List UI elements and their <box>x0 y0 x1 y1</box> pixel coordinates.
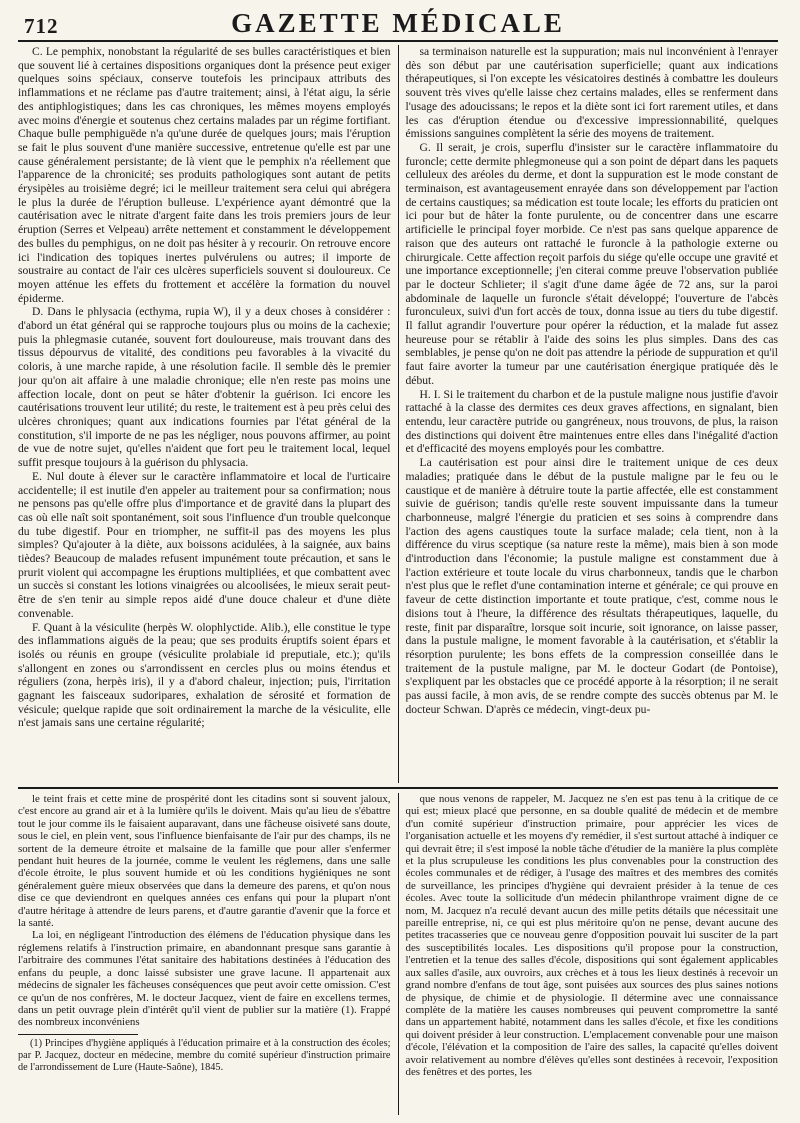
lower-left-column <box>18 793 398 1115</box>
paragraph: F. Quant à la vésiculite (herpès W. olophlyctide. Alib.), elle constitue le type des inflammations aiguës de la peau; que ses produits éruptifs soient épars et isolés ou réunis en groupe (vésiculite prolabiale id preputiale, etc.); qu'ils s'allongent en zones ou s'arrondissent en cercles plus ou moins étendus et réguliers (zona, herpès iris), il y a d'abord chaleur, injection; puis, l'irritation gagnant les faisceaux sudoripares, exhalation de sérosité et formation de vésicule; quelque rapide que soit ordinairement la marche de la vésiculite, elle n'est jamais sans une certaine régularité; <box>18 620 391 730</box>
page-header <box>18 0 778 40</box>
journal-title: GAZETTE MÉDICALE <box>231 8 565 38</box>
paragraph: La loi, en négligeant l'introduction des élémens de l'éducation physique dans les réglemens relatifs à l'instruction primaire, en abandonnant presque sans garantie à l'arbitraire des communes l'état sanitaire des habitations destinées à l'éducation des enfans du peuple, a donc laissé subsister une grave lacune. Il appartenait aux médecins de signaler les fâcheuses conséquences que peut avoir cette omission. C'est ce qu'un de nos confrères, M. le docteur Jacquez, vient de faire en excellens termes, dans un petit ouvrage plein d'intérêt qu'il vient de publier sur la matière (1). Frappé des nombreux inconvéniens <box>18 929 391 1029</box>
paragraph: La cautérisation est pour ainsi dire le traitement unique de ces deux maladies; pratiquée dans le début de la pustule maligne par le feu ou le caustique et de manière à détruire toute la partie affectée, elle est constamment suivie de guérison; tandis qu'elle reste souvent impuissante dans la tumeur charbonneuse, malgré l'énergie du praticien et ses soins à comprendre dans l'action des agens caustiques toute la surface malade; cela tient, non à la différence du virus sceptique (sa nature reste la même), mais bien à son mode d'introduction dans l'économie; la pustule maligne est constamment due à l'action extérieure et toute locale du virus charbonneux, tandis que le charbon n'est plus que le reflet d'une contamination interne et générale; ce qui prouve en faveur de cette distinction importante et toute pratique, c'est, comme nous le disions tout à l'heure, la différence des résultats thérapeutiques, laquelle, du reste, finit par disparaître, lorsque soit incurie, soit ignorance, on laisse passer, dans la pustule maligne, le moment favorable à la cautérisation, et s'établir la résorption purulente; les bons effets de la compression conseillée dans le traitement de la pustule maligne, par M. le docteur Godart (de Pontoise), s'expliquent par les obstacles que ce procédé apporte à la résorption; il ne serait pas aussi facile, à mon avis, de se rendre compte des succès obtenus par M. le docteur Schwan. D'après ce médecin, vingt-deux pu- <box>405 456 778 716</box>
upper-right-column <box>399 45 779 783</box>
paragraph: C. Le pemphix, nonobstant la régularité de ses bulles caractéristiques et bien que souvent lié à certaines dispositions organiques dont la présence peut exiger quelques soins spéciaux, conserve toutefois les principaux attributs des inflammations et ne réclame pas d'autre traitement; ainsi, à l'état aigu, la série des antiphlogistiques; dans les cas chroniques, les mêmes moyens employés avec moins d'énergie et soutenus chez certains malades par un régime fortifiant. Chaque bulle pemphiguëde n'a qu'une durée de quelques jours; mais l'éruption se fait le plus souvent d'une manière successive, entretenue qu'elle est par une cause généralement persistante; de là vient que le pemphix n'a réellement que l'apparence de la chronicité; ses produits pathologiques sont autant de petits érysipèles au troisième degré; ici le meilleur traitement sera celui qui abrégera le plus la durée de l'éruption bulleuse. L'expérience ayant démontré que la cautérisation avec le nitrate d'argent faite dans les trois premiers jours de leur éruption (Serres et Velpeau) arrête nettement et constamment le développement des bulles du pemphigus, on ne doit pas hésiter à y recourir. On retrouve encore ici l'indication des topiques inertes pulvérulens ou autres; il importe de soustraire au contact de l'air ces ulcères superficiels souvent si douloureux. Ce moyen atténue les effets du frottement et accélère la formation du nouvel épiderme. <box>18 45 391 305</box>
header-rule <box>18 40 778 42</box>
paragraph: le teint frais et cette mine de prospérité dont les citadins sont si souvent jaloux, c'est encore au grand air et à la lumière qu'ils le doivent. Mais qu'au lieu de s'ébattre tout le jour comme ils le faisaient auparavant, dans une fâcheuse oisiveté sans doute, sous le ciel, en plein vent, sous l'influence bienfaisante de l'air pur des champs, ils ne sortent de la demeure étroite et malsaine de la famille que pour aller s'enfermer pendant huit heures de la journée, comme le veulent les réglemens, dans une salle d'école étroite, le plus souvent humide et où les conditions hygiéniques ne sont généralement guère mieux observées que dans la demeure des parens, et qu'on nous dise ce que deviendront en quelques années ces enfans qui pour la plupart n'ont d'autre héritage à attendre de leurs parens, et d'autre garantie d'avenir que la force et la santé. <box>18 793 391 930</box>
paragraph: G. Il serait, je crois, superflu d'insister sur le caractère inflammatoire du furoncle; cette dermite phlegmoneuse qui a son point de départ dans les paquets celluleux des aréoles du derme, et dont la suppuration est le mode constant de terminaison, est avantageusement enrayée dans son développement par l'action de certains caustiques; sa médication est toute locale; les efforts du praticien ont ici pour but de hâter la fonte purulente, ou de concentrer dans une escarre artificielle le principal foyer morbide. Ce n'est pas sans quelque apparence de raison que des auteurs ont rattaché le furoncle à la pathologie externe ou chirurgicale. Cette affection reçoit parfois du siége qu'elle occupe une gravité et une importance exceptionnelle; j'en citerai comme preuve l'observation publiée par le docteur Schlieter; il s'agit d'une dame âgée de 72 ans, sur la paroi abdominale de laquelle un furoncle s'était développé; l'ouverture de l'abcès furonculeux, suivi d'un fort accès de toux, donna issue au tiers du tube digestif. Il fallut agrandir l'ouverture pour opérer la réduction, et la malade fut assez heureuse pour se rétablir à l'aide des soins les plus simples. Dans des cas semblables, je pense qu'on ne doit pas attendre la période de suppuration et qu'il faut faire avorter la tumeur par une cautérisation énergique pratiquée dès le début. <box>405 140 778 387</box>
upper-left-column <box>18 45 398 783</box>
lower-section <box>18 793 778 1115</box>
paragraph: sa terminaison naturelle est la suppuration; mais nul inconvénient à l'enrayer dès son début par une cautérisation superficielle; quant aux indications thérapeutiques, si l'on excepte les vésicatoires destinés à combattre les douleurs souvent très vives qu'elle laisse chez certains malades, elles se renferment dans l'usage des adoucissans; le repos et la diète sont ici fort rarement utiles, et dans les cas d'éruption étendue ou d'excessive impressionnabilité, quelques émissions sanguines complètent la série des moyens de traitement. <box>405 45 778 141</box>
upper-section <box>18 45 778 783</box>
paragraph: E. Nul doute à élever sur le caractère inflammatoire et local de l'urticaire accidentelle; il est inutile d'en appeler au traitement pour sa confirmation; nous ne pensons pas qu'elle offre plus d'importance et de gravité dans la plupart des cas où elle naît soit spontanément, soit sous l'influence d'un trouble quelconque du tube digestif. Pour en triompher, ne suffit-il pas des moyens les plus simples? Qu'ajouter à la diète, aux boissons acidulées, à la saignée, aux bains tièdes? Beaucoup de malades refusent impunément toute précaution, et sans le prurit violent qui accompagne les éruptions multipliées, et que combattent avec un succès si constant les lotions vinaigrées ou alcoolisées, le mieux serait peut-être de s'en tenir au simple repos aidé d'une douce chaleur et d'une diète convenable. <box>18 469 391 620</box>
paragraph: H. I. Si le traitement du charbon et de la pustule maligne nous justifie d'avoir rattaché à la classe des dermites ces deux graves affections, en signalant, bien entendu, leur caractère putride ou gangréneux, nous trouvons, de plus, la raison des distinctions qui doivent être maintenues entre elles dans l'inégalité d'action et d'efficacité des moyens employés pour les combattre. <box>405 387 778 456</box>
paragraph: que nous venons de rappeler, M. Jacquez ne s'en est pas tenu à la critique de ce qui est; mieux placé que personne, en sa double qualité de médecin et de membre d'un comité supérieur d'instruction primaire, pour apprécier les vices de l'organisation actuelle et les moyens d'y remédier, il s'est surtout attaché à indiquer ce qui devrait être; il s'est imposé la noble tâche d'étudier de la manière la plus complète et la plus scrupuleuse les conditions les plus convenables pour la construction des écoles communales et de rédiger, à l'usage des maîtres et des membres des comités de surveillance, les principes d'hygiène qui devraient présider à la tenue de ces écoles. Avec toute la sollicitude d'un médecin philanthrope vraiment digne de ce nom, M. Jacquez n'a reculé devant aucun des mille petits détails que nécessitait une pareille entreprise, ni, ce qui est plus méritoire qu'on ne pense, devant aucune des petites tracasseries que ce nouveau genre d'opposition pouvait lui susciter de la part des susceptibilités locales. Les dispositions qu'il propose pour la construction, l'entretien et la tenue des salles d'école, dispositions qui sont également applicables aux salles d'asile, aux ouvroirs, aux crèches et à tous les lieux destinés à recevoir un grand nombre d'enfans de tout âge, sont puisées aux sources des plus saines notions de physique, de chimie et de physiologie. Il détermine avec une connaissance complète de la matière les causes nombreuses qui peuvent compromettre la santé dans un appartement habité, notamment dans les salles d'école, et fixe les conditions qui doivent présider à leur construction. L'emplacement convenable pour une maison d'école, l'élévation et la composition de l'aire des salles, la capacité qu'elles doivent avoir relativement au nombre d'élèves qu'elles sont destinées à recevoir, l'exposition des fenêtres et des portes, les <box>405 793 778 1078</box>
paragraph: D. Dans le phlysacia (ecthyma, rupia W), il y a deux choses à considérer : d'abord un état général qui se rapproche toujours plus ou moins de la cachexie; puis la phlegmasie cutanée, souvent fort douloureuse, mais trouvant dans des tissus dépourvus de vitalité, des conditions peu favorables à la vivacité du coloris, à une marche rapide, à une résolution facile. Il semble dès le premier jour qu'on ait affaire à une maladie chronique; elle n'en reste pas moins une affection locale, dont on peut se hâter d'obtenir la guérison. Ici encore les cautérisations trouvent leur utilité; du reste, le traitement est à peu près celui des ulcères chroniques; quant aux indications fournies par l'état général de la constitution, s'il importe de ne pas les négliger, nous pouvons affirmer, au point de vue de notre sujet, qu'elles n'aident que fort peu le traitement local, lequel suffit presque toujours à la guérison du phlysacia. <box>18 305 391 470</box>
footnote-rule <box>18 1034 138 1035</box>
footnote: (1) Principes d'hygiène appliqués à l'éducation primaire et à la construction des écoles; par P. Jacquez, docteur en médecine, membre du comité supérieur d'instruction primaire de l'arrondissement de Lure (Haute-Saône), 1845. <box>18 1037 391 1073</box>
page-number: 712 <box>24 14 59 38</box>
lower-right-column <box>399 793 779 1115</box>
section-divider <box>18 787 778 789</box>
